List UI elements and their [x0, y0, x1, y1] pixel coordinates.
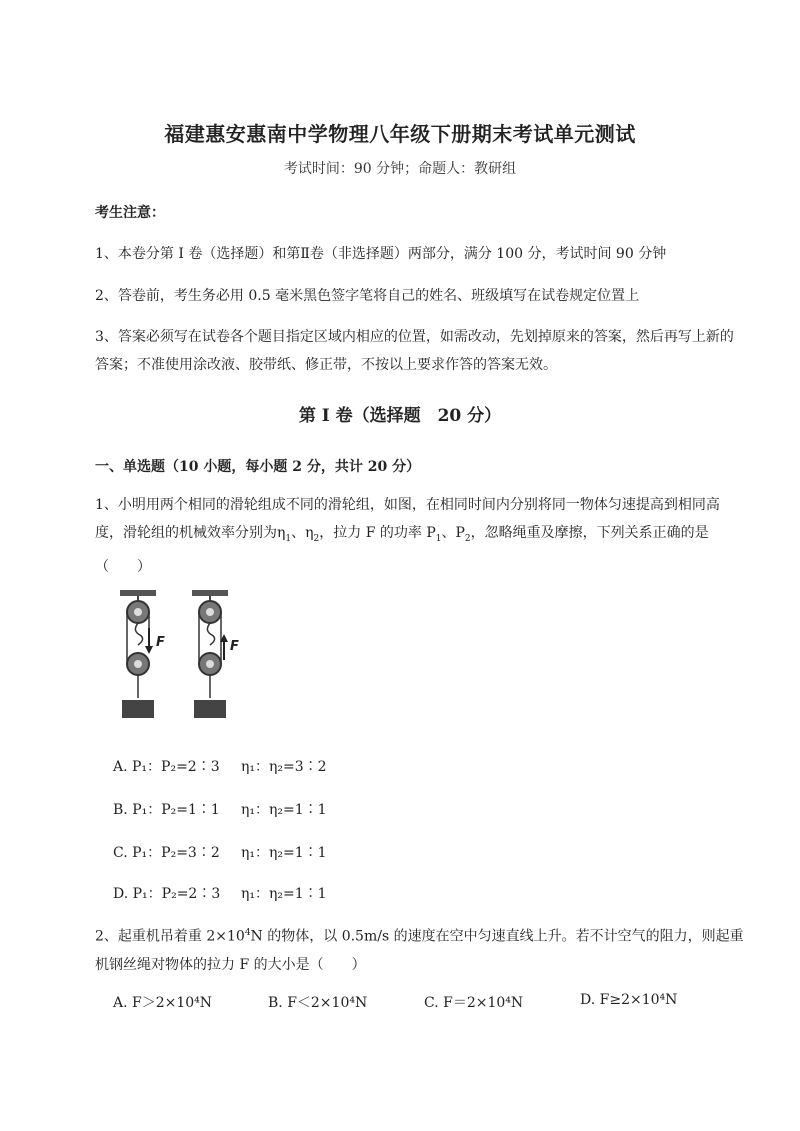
- section-subtitle: 一、单选题（10 小题，每小题 2 分，共计 20 分）: [95, 459, 421, 475]
- notice-item-3: 3、答案必须写在试卷各个题目指定区域内相应的位置，如需改动，先划掉原来的答案，然后再写上新的答案；不准使用涂改液、胶带纸、修正带，不按以上要求作答的答案无效。: [95, 329, 734, 373]
- q1-option-d[interactable]: D. P₁：P₂=2∶3 η₁：η₂=1∶1: [113, 886, 327, 902]
- exam-subtitle: 考试时间：90 分钟；命题人：教研组: [283, 161, 517, 177]
- notice-heading: 考生注意：: [95, 205, 165, 221]
- notice-item-1: 1、本卷分第 I 卷（选择题）和第Ⅱ卷（非选择题）两部分，满分 100 分，考试时间 90 分钟: [95, 246, 667, 262]
- pulley-figure: [112, 588, 248, 728]
- question-2-text: 2、起重机吊着重 $2\times 10^4N$ 的物体，以 0.5m/s 的速度在空中匀速直线上升。若不计空气的阻力，则起重机钢丝绳对物体的拉力 F 的大小是（ ）: [95, 928, 744, 973]
- q2-option-b[interactable]: B. F＜2×10⁴N: [268, 995, 368, 1011]
- force-label-right: F: [230, 639, 239, 654]
- section-title: 第 I 卷（选择题 20 分）: [298, 406, 502, 426]
- exam-title: 福建惠安惠南中学物理八年级下册期末考试单元测试: [164, 122, 636, 146]
- q1-option-b[interactable]: B. P₁：P₂=1∶1 η₁：η₂=1∶1: [113, 802, 327, 818]
- q2-option-d[interactable]: D. F≥2×10⁴N: [580, 992, 678, 1008]
- q1-option-c[interactable]: C. P₁：P₂=3∶2 η₁：η₂=1∶1: [113, 845, 327, 861]
- q2-option-c[interactable]: C. F＝2×10⁴N: [424, 995, 524, 1011]
- q1-option-a[interactable]: A. P₁：P₂=2∶3 η₁：η₂=3∶2: [113, 759, 327, 775]
- question-1-text: 1、小明用两个相同的滑轮组成不同的滑轮组，如图，在相同时间内分别将同一物体匀速提高到相同高度，滑轮组的机械效率分别为$\eta_1$、$\eta_2$，拉力 F 的功率 $P_1$、$P_2$，忽略绳重及摩擦，下列关系正确的是（ ）: [95, 497, 720, 575]
- q2-options: [113, 992, 753, 1012]
- q2-option-a[interactable]: A. F＞2×10⁴N: [113, 995, 213, 1011]
- force-label-left: F: [156, 635, 165, 650]
- notice-item-2: 2、答卷前，考生务必用 0.5 毫米黑色签字笔将自己的姓名、班级填写在试卷规定位置上: [95, 288, 640, 304]
